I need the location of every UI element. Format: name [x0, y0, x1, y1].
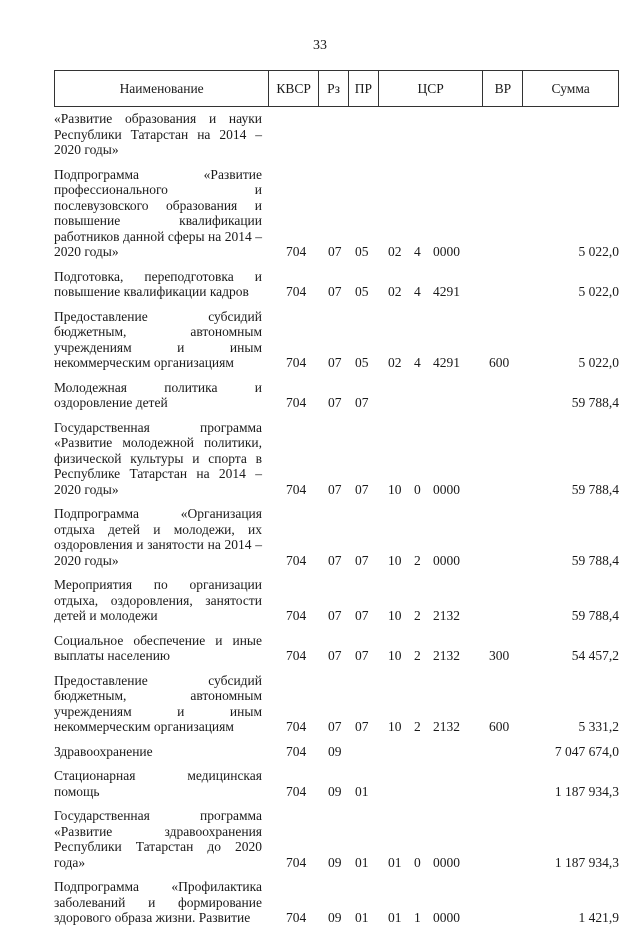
row-rz: 07 — [328, 244, 342, 259]
row-csr-program: 02 — [388, 355, 402, 370]
row-csr-program: 01 — [388, 854, 402, 870]
row-sum: 59 788,4 — [571, 395, 619, 410]
row-rz: 07 — [328, 395, 342, 410]
row-csr-code: 2132 — [433, 719, 460, 734]
row-csr-subprogram: 1 — [414, 910, 421, 925]
row-csr-subprogram: 2 — [414, 552, 421, 568]
row-rz: 07 — [328, 355, 342, 370]
table-row — [54, 879, 619, 926]
row-kvsr: 704 — [286, 355, 307, 370]
table-row — [54, 167, 619, 260]
row-sum: 5 022,0 — [578, 244, 619, 259]
row-kvsr: 704 — [286, 608, 307, 623]
table-row — [54, 380, 619, 411]
row-name: Здравоохранение — [54, 743, 153, 759]
row-csr-code: 0000 — [433, 244, 460, 259]
row-sum: 7 047 674,0 — [554, 743, 619, 759]
row-csr-subprogram: 0 — [414, 854, 421, 870]
table-row — [54, 673, 619, 735]
row-name: Мероприятия по организации отдыха, оздоровления, занятости детей и молодежи — [54, 577, 262, 623]
row-csr-program: 02 — [388, 284, 402, 299]
table-row — [54, 111, 619, 158]
row-kvsr: 704 — [286, 743, 307, 759]
row-name: Подпрограмма «Организация отдыха детей и молодежи, их оздоровления и занятости на 2014 – 2020 годы» — [54, 506, 262, 568]
row-rz: 07 — [328, 719, 342, 734]
row-name: Предоставление субсидий бюджетным, автономным учреждениям и иным некоммерческим организациям — [54, 308, 262, 370]
row-sum: 59 788,4 — [571, 608, 619, 623]
row-kvsr: 704 — [286, 481, 307, 497]
row-csr-program: 10 — [388, 608, 402, 623]
row-sum: 5 022,0 — [578, 355, 619, 370]
row-kvsr: 704 — [286, 395, 307, 410]
row-vr: 600 — [489, 719, 510, 734]
row-pr: 07 — [355, 552, 369, 568]
row-pr: 07 — [355, 648, 369, 663]
page-number: 33 — [313, 38, 327, 53]
row-csr-program: 10 — [388, 552, 402, 568]
header-name: Наименование — [119, 80, 204, 96]
row-name: Предоставление субсидий бюджетным, автономным учреждениям и иным некоммерческим организациям — [54, 672, 262, 734]
header-kvsr: КВСР — [268, 71, 318, 106]
table-row — [54, 808, 619, 870]
row-csr-program: 10 — [388, 648, 402, 663]
row-csr-code: 0000 — [433, 481, 460, 497]
row-name: Государственная программа «Развитие здравоохранения Республики Татарстан до 2020 года» — [54, 808, 262, 870]
header-sum: Сумма — [522, 71, 618, 106]
row-csr-subprogram: 4 — [414, 244, 421, 259]
row-vr: 300 — [489, 648, 510, 663]
row-rz: 07 — [328, 284, 342, 299]
row-csr-code: 0000 — [433, 910, 460, 925]
row-rz: 07 — [328, 648, 342, 663]
row-csr-code: 2132 — [433, 608, 460, 623]
row-rz: 09 — [328, 783, 342, 799]
row-rz: 07 — [328, 552, 342, 568]
row-vr: 600 — [489, 355, 510, 370]
row-csr-program: 10 — [388, 719, 402, 734]
table-row — [54, 768, 619, 799]
table-header — [54, 70, 619, 107]
row-csr-code: 0000 — [433, 854, 460, 870]
table-body — [54, 111, 619, 926]
row-pr: 07 — [355, 719, 369, 734]
row-kvsr: 704 — [286, 244, 307, 259]
header-rz: Рз — [318, 71, 348, 106]
row-sum: 59 788,4 — [571, 481, 619, 497]
table-row — [54, 577, 619, 624]
row-kvsr: 704 — [286, 719, 307, 734]
row-kvsr: 704 — [286, 648, 307, 663]
row-pr: 01 — [355, 910, 369, 925]
row-name: Подпрограмма «Развитие профессионального и послевузовского образования и повышение квалификации работников данной сферы на 2014 – 2020 годы» — [54, 166, 262, 259]
row-kvsr: 704 — [286, 552, 307, 568]
row-rz: 09 — [328, 910, 342, 925]
row-csr-subprogram: 0 — [414, 481, 421, 497]
row-csr-program: 01 — [388, 910, 402, 925]
table-row — [54, 269, 619, 300]
table-row — [54, 420, 619, 498]
header-vr: ВР — [482, 71, 522, 106]
row-kvsr: 704 — [286, 284, 307, 299]
row-pr: 05 — [355, 284, 369, 299]
row-csr-program: 02 — [388, 244, 402, 259]
row-sum: 5 022,0 — [578, 284, 619, 299]
row-csr-code: 2132 — [433, 648, 460, 663]
row-rz: 07 — [328, 608, 342, 623]
row-csr-subprogram: 2 — [414, 608, 421, 623]
row-kvsr: 704 — [286, 783, 307, 799]
row-sum: 59 788,4 — [571, 552, 619, 568]
header-csr: ЦСР — [378, 71, 483, 106]
row-sum: 54 457,2 — [571, 648, 619, 663]
table-row — [54, 633, 619, 664]
row-csr-program: 10 — [388, 481, 402, 497]
row-name: Государственная программа «Развитие молодежной политики, физической культуры и спорта в Республике Татарстан на 2014 – 2020 годы» — [54, 419, 262, 497]
row-rz: 09 — [328, 743, 342, 759]
table-row — [54, 744, 619, 760]
row-pr: 07 — [355, 481, 369, 497]
row-pr: 05 — [355, 355, 369, 370]
row-sum: 1 421,9 — [578, 910, 619, 925]
row-pr: 07 — [355, 395, 369, 410]
row-csr-subprogram: 2 — [414, 719, 421, 734]
row-name: Молодежная политика и оздоровление детей — [54, 379, 262, 410]
header-pr: ПР — [348, 71, 378, 106]
row-sum: 1 187 934,3 — [554, 854, 619, 870]
row-pr: 07 — [355, 608, 369, 623]
row-pr: 05 — [355, 244, 369, 259]
row-csr-subprogram: 4 — [414, 355, 421, 370]
row-csr-code: 4291 — [433, 355, 460, 370]
row-name: Подпрограмма «Профилактика заболеваний и формирование здорового образа жизни. Развитие — [54, 879, 262, 925]
row-sum: 5 331,2 — [578, 719, 619, 734]
row-kvsr: 704 — [286, 854, 307, 870]
table-row — [54, 309, 619, 371]
row-pr: 01 — [355, 854, 369, 870]
row-sum: 1 187 934,3 — [554, 783, 619, 799]
row-kvsr: 704 — [286, 910, 307, 925]
row-name: «Развитие образования и науки Республики Татарстан на 2014 – 2020 годы» — [54, 111, 262, 157]
row-name: Подготовка, переподготовка и повышение квалификации кадров — [54, 268, 262, 299]
row-csr-subprogram: 4 — [414, 284, 421, 299]
row-pr: 01 — [355, 783, 369, 799]
row-name: Социальное обеспечение и иные выплаты населению — [54, 632, 262, 663]
row-csr-code: 0000 — [433, 552, 460, 568]
row-name: Стационарная медицинская помощь — [54, 768, 262, 799]
budget-table — [54, 70, 619, 926]
row-csr-subprogram: 2 — [414, 648, 421, 663]
row-rz: 07 — [328, 481, 342, 497]
table-row — [54, 506, 619, 568]
row-csr-code: 4291 — [433, 284, 460, 299]
row-rz: 09 — [328, 854, 342, 870]
